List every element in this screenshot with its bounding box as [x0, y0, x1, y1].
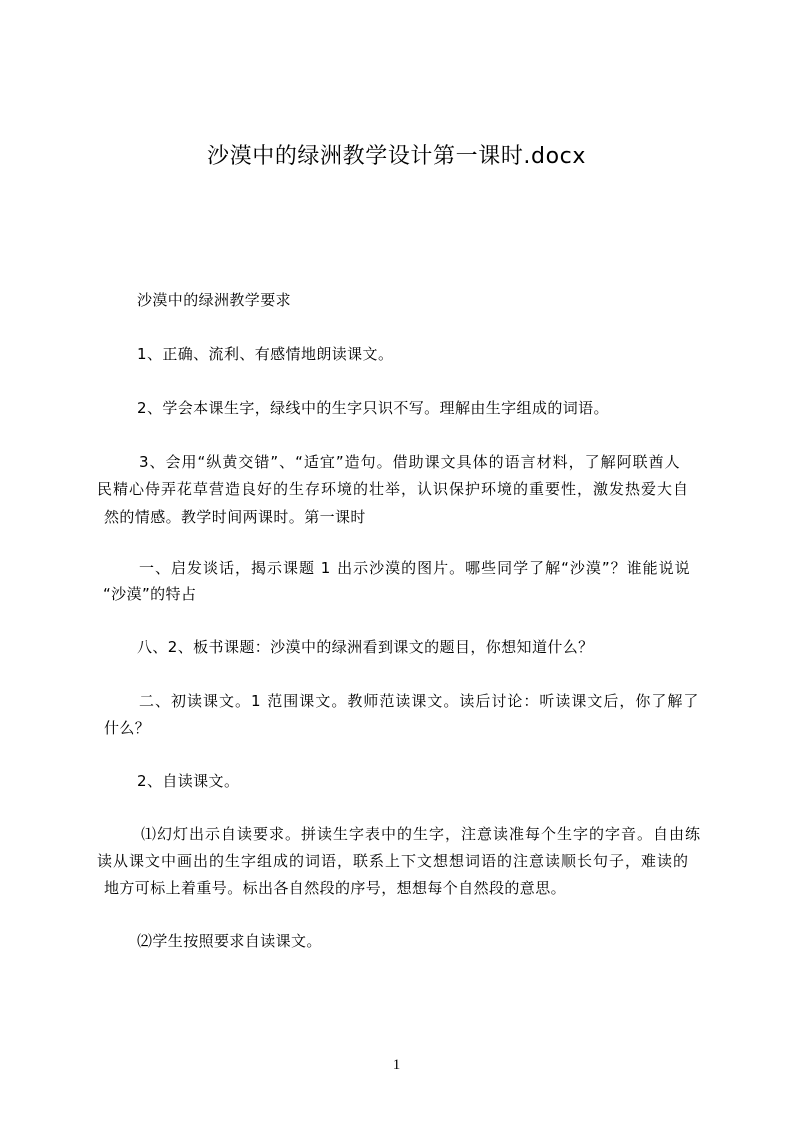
paragraph-line: 八、2、板书课题：沙漠中的绿洲看到课文的题目，你想知道什么？ [137, 638, 594, 656]
paragraph-line: 地方可标上着重号。标出各自然段的序号，想想每个自然段的意思。 [104, 879, 567, 897]
paragraph-line: 3、会用“纵黄交错”、“适宜”造句。借助课文具体的语言材料，了解阿联酋人 [139, 453, 681, 471]
paragraph-line: ⑵学生按照要求自读课文。 [137, 932, 322, 950]
paragraph-line: ⑴幻灯出示自读要求。拼读生字表中的生字，注意读准每个生字的字音。自由练 [141, 825, 702, 843]
paragraph-line: 读从课文中画出的生字组成的词语，联系上下文想想词语的注意读顺长句子，难读的 [97, 852, 690, 870]
paragraph-line: 一、启发谈话，揭示课题 1 出示沙漠的图片。哪些同学了解“沙漠”？谁能说说 [139, 559, 691, 577]
paragraph-line: 1、正确、流利、有感情地朗读课文。 [137, 345, 394, 363]
paragraph-line: 二、初读课文。1 范围课文。教师范读课文。读后讨论：听读课文后，你了解了 [139, 692, 700, 710]
paragraph-line: 沙漠中的绿洲教学要求 [137, 291, 292, 309]
paragraph-line: 民精心侍弄花草营造良好的生存环境的壮举，认识保护环境的重要性，激发热爱大自 [97, 480, 690, 498]
paragraph-line: 然的情感。教学时间两课时。第一课时 [104, 508, 366, 526]
paragraph-line: 2、学会本课生字，绿线中的生字只识不写。理解由生字组成的词语。 [137, 399, 609, 417]
paragraph-line: 什么？ [104, 719, 151, 737]
page-number: 1 [392, 1057, 401, 1073]
document-title: 沙漠中的绿洲教学设计第一课时.docx [207, 144, 586, 169]
paragraph-line: 2、自读课文。 [137, 772, 240, 790]
paragraph-line: “沙漠”的特占 [103, 585, 197, 603]
